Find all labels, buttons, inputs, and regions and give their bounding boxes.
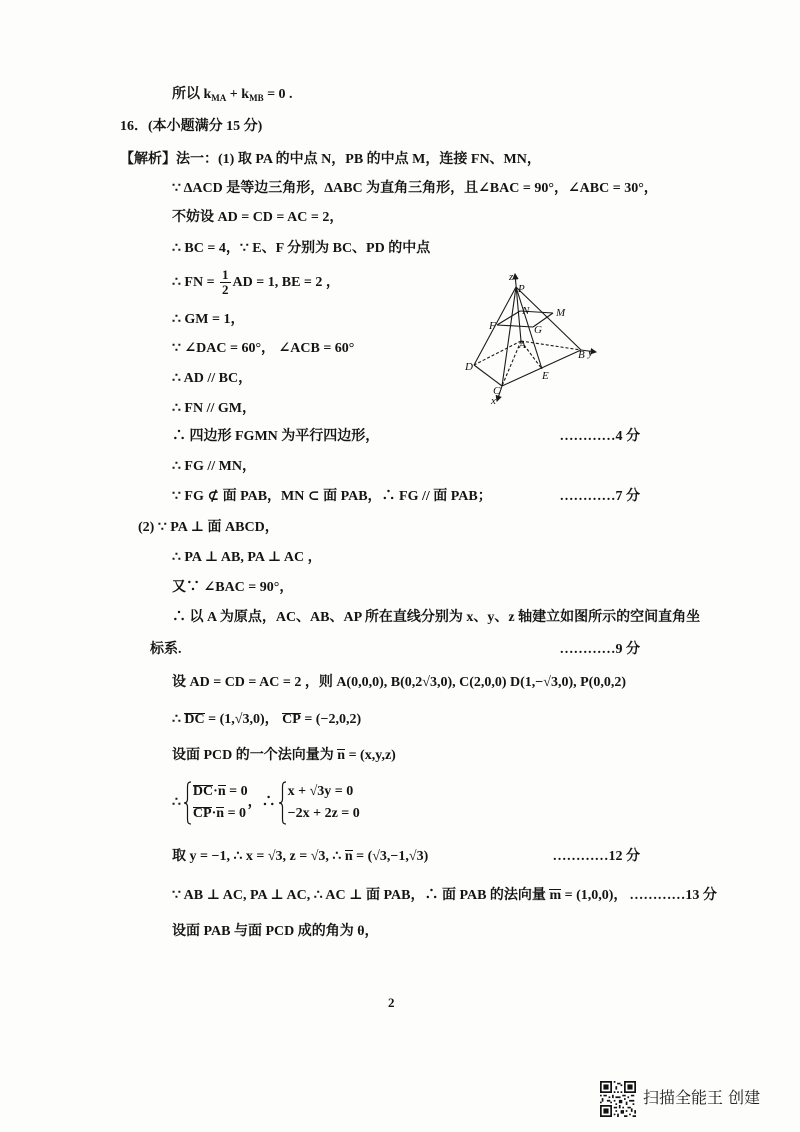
score-mark: …………4 分 (559, 429, 640, 444)
dot-operator: · (211, 806, 217, 821)
solution-line-4: ∵ ΔACD 是等边三角形，ΔABC 为直角三角形，且∠BAC = 90°，∠ABC = 30°， (172, 181, 658, 196)
label-x: x (491, 395, 496, 407)
system-row (193, 781, 248, 803)
text-segment: = 0 . (263, 87, 293, 102)
segment-fn (497, 311, 520, 325)
scanner-app-credit: 扫描全能王 创建 (643, 1088, 761, 1107)
left-brace (183, 781, 192, 825)
vector-n: n (337, 748, 346, 763)
solution-line-16: ∴ PA ⊥ AB, PA ⊥ AC ， (172, 550, 322, 565)
therefore-symbol: ∴ (172, 795, 181, 810)
solution-line-26: 设面 PAB 与面 PCD 成的角为 θ， (172, 924, 379, 939)
solution-line-10: ∴ AD // BC， (172, 371, 253, 386)
system-row (193, 803, 248, 825)
qr-code-icon (600, 1081, 636, 1117)
score-mark: …………7 分 (559, 489, 640, 504)
normal-vector-line (172, 746, 396, 766)
fraction-numerator: 1 (222, 267, 229, 283)
slope-subscript: MA (211, 93, 227, 103)
coordinates-line: 设 AD = CD = AC = 2 ，则 A(0,0,0), B(0,2√3,0), C(2,0,0) D(1,−√3,0), P(0,0,2) (172, 675, 627, 690)
slope-subscript: MB (249, 93, 264, 103)
left-brace (278, 781, 287, 825)
label-b: B (578, 349, 585, 361)
dot-operator: · (213, 784, 218, 799)
vector-n: n (217, 784, 226, 799)
vector-m: m (549, 888, 562, 903)
text-segment: = 0 (225, 784, 248, 799)
edge-pc (502, 287, 516, 386)
text-segment: + (226, 87, 242, 102)
text-segment: 法一：(1) 取 PA 的中点 N，PB 的中点 M，连接 FN、MN， (176, 152, 541, 167)
text-segment: AD = 1, BE = 2 ， (232, 275, 340, 290)
solution-line-9: ∵ ∠DAC = 60°， ∠ACB = 60° (172, 341, 355, 356)
score-mark: …………12 分 (552, 849, 640, 864)
vectors-line (172, 710, 361, 730)
label-n: N (522, 305, 530, 317)
equation-system (172, 778, 360, 828)
label-y: y (588, 347, 593, 359)
vector-dc: DC (192, 784, 214, 799)
label-f: F (489, 320, 496, 332)
score-mark: …………13 分 (629, 888, 717, 903)
solution-line-6: ∴ BC = 4，∵ E、F 分别为 BC、PD 的中点 (172, 241, 431, 256)
text-segment: = (x,y,z) (345, 748, 396, 763)
edge-dc (474, 365, 502, 386)
text-segment: 取 y = −1, ∴ x = √3, z = √3, ∴ (172, 849, 345, 864)
system-row: x + √3y = 0 (287, 784, 354, 799)
text-segment: 所以 (172, 87, 204, 102)
slope-symbol: k (241, 87, 250, 102)
solution-line-19: 标系. (150, 642, 182, 657)
label-e: E (542, 370, 549, 382)
solution-line-slope-sum (172, 85, 293, 105)
label-d: D (465, 361, 473, 373)
text-segment: = (√3,−1,√3) (352, 849, 429, 864)
solution-line-14: ∵ FG ⊄ 面 PAB，MN ⊂ 面 PAB，∴ FG // 面 PAB； (172, 489, 492, 504)
solution-line-11: ∴ FN // GM， (172, 401, 256, 416)
text-segment: 设面 PCD 的一个法向量为 (172, 748, 338, 763)
text-segment: = (−2,0,2) (300, 712, 362, 727)
analysis-intro-line (120, 150, 541, 170)
text-segment: ∵ AB ⊥ AC, PA ⊥ AC, ∴ AC ⊥ 面 PAB，∴ 面 PAB 的法向量 (172, 888, 550, 903)
solution-line-12: ∴ 四边形 FGMN 为平行四边形， (172, 429, 380, 444)
vector-n: n (344, 849, 353, 864)
system-rows-vector (193, 781, 248, 825)
therefore-symbol: ，∴ (247, 795, 276, 810)
solution-line-8: ∴ GM = 1， (172, 312, 245, 327)
part-two-heading: (2) ∵ PA ⊥ 面 ABCD， (138, 520, 279, 535)
text-segment: = (1,0,0)， (561, 888, 628, 903)
slope-symbol: k (203, 87, 212, 102)
fraction-denominator: 2 (222, 282, 229, 298)
fraction (220, 268, 231, 297)
text-segment: = (1,√3,0)， (204, 712, 283, 727)
plane-pab-normal-line (172, 886, 717, 906)
vector-n: n (216, 806, 225, 821)
label-z: z (509, 271, 514, 283)
vector-cp: CP (192, 806, 212, 821)
text-segment: ∴ (172, 712, 185, 727)
text-segment: ∴ FN = (172, 275, 219, 290)
label-c: C (493, 385, 501, 397)
system-row: −2x + 2z = 0 (287, 806, 360, 821)
pyramid-figure (455, 268, 605, 408)
solution-line-18: ∴ 以 A 为原点，AC、AB、AP 所在直线分别为 x、y、z 轴建立如图所示的空间直角坐 (172, 610, 701, 625)
label-p: P (518, 283, 525, 295)
score-mark: …………9 分 (559, 642, 640, 657)
system-rows-scalar (288, 781, 360, 825)
label-a: A (519, 339, 526, 351)
edge-ab (521, 341, 581, 350)
page-number: 2 (388, 995, 395, 1010)
solution-line-13: ∴ FG // MN， (172, 459, 256, 474)
solution-line-5: 不妨设 AD = CD = AC = 2， (172, 210, 344, 225)
vector-cp: CP (282, 712, 301, 727)
problem-heading: 16．(本小题满分 15 分) (120, 119, 263, 134)
normal-vector-result-line (172, 847, 428, 867)
vector-dc: DC (184, 712, 205, 727)
label-m: M (556, 307, 566, 319)
solution-line-7 (172, 267, 340, 299)
text-segment: = 0 (224, 806, 247, 821)
label-g: G (534, 324, 542, 336)
solution-line-17: 又∵ ∠BAC = 90°， (172, 580, 294, 595)
analysis-tag: 【解析】 (120, 152, 176, 167)
